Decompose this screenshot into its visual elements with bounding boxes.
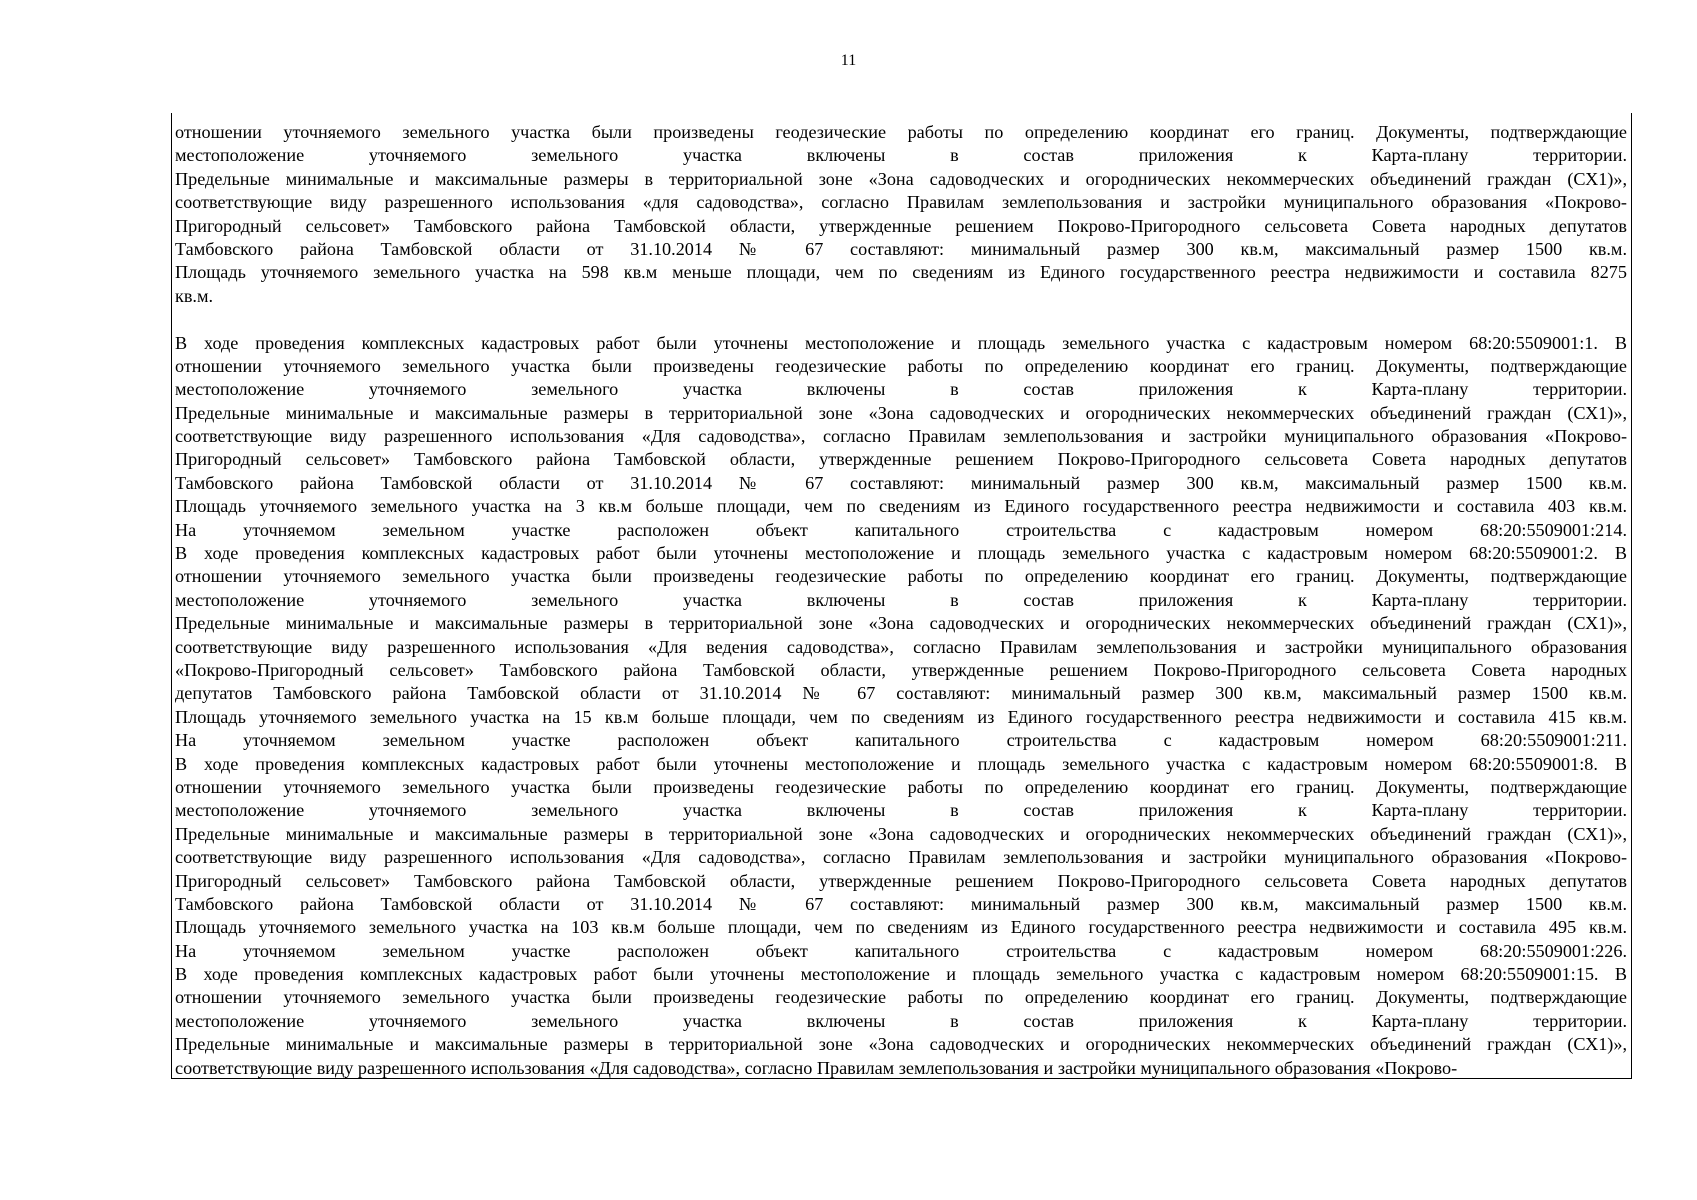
text-line: депутатов Тамбовского района Тамбовской области от 31.10.2014 № 67 составляют: минимальный размер 300 кв.м, максимальный размер 1500 кв.м. <box>175 683 1627 704</box>
text-line: отношении уточняемого земельного участка были произведены геодезические работы по определению координат его границ. Документы, подтверждающие <box>175 566 1627 587</box>
text-line: Тамбовского района Тамбовской области от 31.10.2014 № 67 составляют: минимальный размер 300 кв.м, максимальный размер 1500 кв.м. <box>175 893 1627 914</box>
blank-line <box>175 308 1627 331</box>
text-line: Предельные минимальные и максимальные размеры в территориальной зоне «Зона садоводческих и огороднических некоммерческих объединений граждан (СХ1)», <box>175 1034 1627 1055</box>
text-line: Предельные минимальные и максимальные размеры в территориальной зоне «Зона садоводческих и огороднических некоммерческих объединений граждан (СХ1)», <box>175 823 1627 844</box>
text-line: местоположение уточняемого земельного участка включены в состав приложения к Карта-плану территории. <box>175 379 1627 400</box>
text-line: Пригородный сельсовет» Тамбовского района Тамбовской области, утвержденные решением Покрово-Пригородного сельсовета Совета народных депутатов <box>175 449 1627 470</box>
text-line: В ходе проведения комплексных кадастровых работ были уточнены местоположение и площадь земельного участка с кадастровым номером 68:20:5509001:15. В <box>175 964 1627 985</box>
text-line: кв.м. <box>175 285 214 306</box>
text-line: Предельные минимальные и максимальные размеры в территориальной зоне «Зона садоводческих и огороднических некоммерческих объединений граждан (СХ1)», <box>175 168 1627 189</box>
text-line: местоположение уточняемого земельного участка включены в состав приложения к Карта-плану территории. <box>175 800 1627 821</box>
text-line: Пригородный сельсовет» Тамбовского района Тамбовской области, утвержденные решением Покрово-Пригородного сельсовета Совета народных депутатов <box>175 215 1627 236</box>
text-line: В ходе проведения комплексных кадастровых работ были уточнены местоположение и площадь земельного участка с кадастровым номером 68:20:5509001:1. В <box>175 332 1627 353</box>
text-line: местоположение уточняемого земельного участка включены в состав приложения к Карта-плану территории. <box>175 1010 1627 1031</box>
text-line: Тамбовского района Тамбовской области от 31.10.2014 № 67 составляют: минимальный размер 300 кв.м, максимальный размер 1500 кв.м. <box>175 238 1627 259</box>
text-line: отношении уточняемого земельного участка были произведены геодезические работы по определению координат его границ. Документы, подтверждающие <box>175 122 1627 142</box>
text-line: На уточняемом земельном участке расположен объект капитального строительства с кадастровым номером 68:20:5509001:226. <box>175 940 1627 961</box>
text-line: отношении уточняемого земельного участка были произведены геодезические работы по определению координат его границ. Документы, подтверждающие <box>175 776 1627 797</box>
text-line: На уточняемом земельном участке расположен объект капитального строительства с кадастровым номером 68:20:5509001:214. <box>175 519 1627 540</box>
text-line: Предельные минимальные и максимальные размеры в территориальной зоне «Зона садоводческих и огороднических некоммерческих объединений граждан (СХ1)», <box>175 402 1627 423</box>
text-line: В ходе проведения комплексных кадастровых работ были уточнены местоположение и площадь земельного участка с кадастровым номером 68:20:5509001:8. В <box>175 753 1627 774</box>
text-line: соответствующие виду разрешенного использования «Для садоводства», согласно Правилам землепользования и застройки муниципального образования «Покрово- <box>175 847 1627 868</box>
text-line: местоположение уточняемого земельного участка включены в состав приложения к Карта-плану территории. <box>175 589 1627 610</box>
text-line: соответствующие виду разрешенного использования «Для садоводства», согласно Правилам землепользования и застройки муниципального образования «Покрово- <box>175 426 1627 447</box>
text-line: соответствующие виду разрешенного использования «для садоводства», согласно Правилам землепользования и застройки муниципального образования «Покрово- <box>175 192 1627 213</box>
text-line: Площадь уточняемого земельного участка на 598 кв.м меньше площади, чем по сведениям из Единого государственного реестра недвижимости и составила 8275 <box>175 262 1627 283</box>
page-number: 11 <box>840 52 857 69</box>
text-line: Пригородный сельсовет» Тамбовского района Тамбовской области, утвержденные решением Покрово-Пригородного сельсовета Совета народных депутатов <box>175 870 1627 891</box>
text-line: соответствующие виду разрешенного использования «Для ведения садоводства», согласно Правилам землепользования и застройки муниципального образования <box>175 636 1627 657</box>
text-line: Площадь уточняемого земельного участка на 15 кв.м больше площади, чем по сведениям из Единого государственного реестра недвижимости и составила 415 кв.м. <box>175 706 1627 727</box>
text-line: Площадь уточняемого земельного участка на 103 кв.м больше площади, чем по сведениям из Единого государственного реестра недвижимости и составила 495 кв.м. <box>175 917 1627 938</box>
text-line: местоположение уточняемого земельного участка включены в состав приложения к Карта-плану территории. <box>175 145 1627 166</box>
text-line: «Покрово-Пригородный сельсовет» Тамбовского района Тамбовской области, утвержденные решением Покрово-Пригородного сельсовета Совета народных <box>175 659 1627 680</box>
text-line: отношении уточняемого земельного участка были произведены геодезические работы по определению координат его границ. Документы, подтверждающие <box>175 987 1627 1008</box>
text-line: соответствующие виду разрешенного использования «Для садоводства», согласно Правилам землепользования и застройки муниципального образования «Покрово- <box>175 1057 1458 1078</box>
document-body <box>172 113 1631 1079</box>
text-line: Площадь уточняемого земельного участка на 3 кв.м больше площади, чем по сведениям из Единого государственного реестра недвижимости и составила 403 кв.м. <box>175 496 1627 517</box>
text-line: Предельные минимальные и максимальные размеры в территориальной зоне «Зона садоводческих и огороднических некоммерческих объединений граждан (СХ1)», <box>175 613 1627 634</box>
text-line: В ходе проведения комплексных кадастровых работ были уточнены местоположение и площадь земельного участка с кадастровым номером 68:20:5509001:2. В <box>175 543 1627 564</box>
text-frame <box>171 113 1632 1079</box>
text-line: На уточняемом земельном участке расположен объект капитального строительства с кадастровым номером 68:20:5509001:211. <box>175 730 1627 751</box>
text-line: Тамбовского района Тамбовской области от 31.10.2014 № 67 составляют: минимальный размер 300 кв.м, максимальный размер 1500 кв.м. <box>175 472 1627 493</box>
text-line: отношении уточняемого земельного участка были произведены геодезические работы по определению координат его границ. Документы, подтверждающие <box>175 355 1627 376</box>
